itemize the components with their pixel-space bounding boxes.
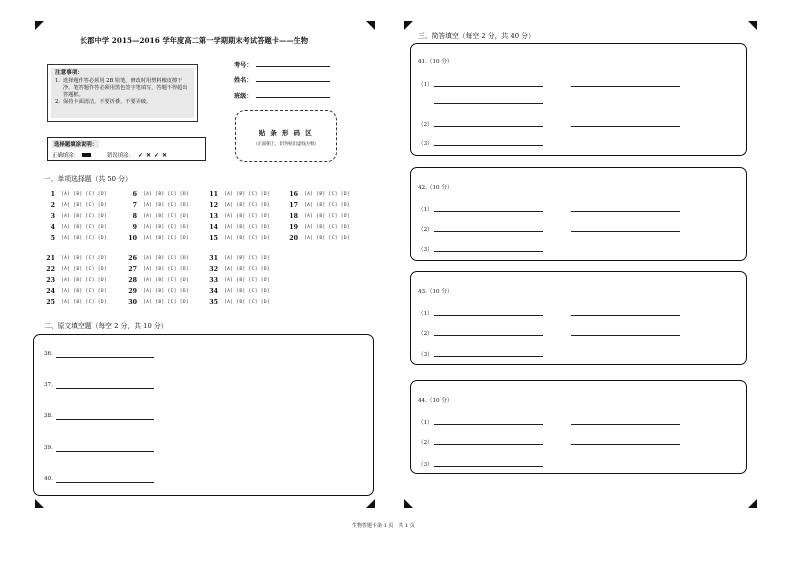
answer-blank-line[interactable]: [434, 356, 543, 357]
sub-question-label: （1）: [418, 311, 433, 317]
question-number: 23: [46, 277, 55, 284]
answer-blank-line[interactable]: [571, 126, 680, 127]
question-label: 41.（10 分）: [418, 59, 453, 65]
section1-heading: 一、单项选择题（共 50 分）: [44, 175, 132, 183]
question-number: 25: [46, 299, 55, 306]
notice-item: [55, 78, 190, 99]
fill-instructions-box: [47, 137, 206, 161]
answer-blank-line[interactable]: [434, 86, 543, 87]
sub-question-label: （3）: [418, 352, 433, 358]
question-panel: [410, 271, 747, 365]
answer-blank-line[interactable]: [434, 103, 543, 104]
corner-mark-bottom-right: [748, 499, 757, 508]
sub-question-label: （3）: [418, 462, 433, 468]
section2-heading: 二、原文填空题（每空 2 分，共 10 分）: [44, 322, 168, 330]
answer-options[interactable]: [A] [B] [C] [D]: [224, 278, 270, 283]
sub-question-label: （1）: [418, 420, 433, 426]
question-number: 19: [289, 224, 298, 231]
question-number: 7: [132, 202, 137, 209]
answer-options[interactable]: [A] [B] [C] [D]: [143, 192, 189, 197]
answer-options[interactable]: [A] [B] [C] [D]: [61, 267, 107, 272]
blank-number: 36.: [44, 351, 53, 357]
answer-options[interactable]: [A] [B] [C] [D]: [224, 203, 270, 208]
question-number: 24: [46, 288, 55, 295]
barcode-note: （正面朝上，切勿贴出虚线方框）: [253, 142, 319, 147]
answer-options[interactable]: [A] [B] [C] [D]: [61, 225, 107, 230]
notice-item: [55, 99, 190, 106]
wrong-mark-cross-icon: ✕: [162, 151, 168, 159]
answer-options[interactable]: [A] [B] [C] [D]: [61, 203, 107, 208]
answer-blank-line[interactable]: [434, 251, 543, 252]
question-number: 27: [128, 266, 137, 273]
question-number: 22: [46, 266, 55, 273]
question-number: 29: [128, 288, 137, 295]
notice-item-number: 1.: [55, 78, 60, 84]
sub-question-label: （1）: [418, 82, 433, 88]
question-panel: [410, 167, 747, 261]
answer-blank-line[interactable]: [571, 86, 680, 87]
answer-blank-line[interactable]: [56, 388, 154, 389]
blank-number: 40.: [44, 476, 53, 482]
question-number: 5: [50, 235, 55, 242]
correct-fill-label: 正确填涂：: [52, 153, 79, 159]
question-number: 35: [209, 299, 218, 306]
question-number: 21: [46, 255, 55, 262]
sub-question-label: （3）: [418, 141, 433, 147]
wrong-mark-check-icon: ✓: [137, 151, 143, 159]
answer-options[interactable]: [A] [B] [C] [D]: [61, 300, 107, 305]
answer-blank-line[interactable]: [56, 451, 154, 452]
answer-options[interactable]: [A] [B] [C] [D]: [224, 256, 270, 261]
answer-options[interactable]: [A] [B] [C] [D]: [143, 236, 189, 241]
answer-blank-line[interactable]: [434, 466, 543, 467]
class-field[interactable]: [256, 97, 330, 98]
answer-blank-line[interactable]: [56, 419, 154, 420]
notice-item-text: 选择题作答必须用 2B 铅笔，修改时用塑料橡皮擦干净。笔答题作答必须用黑色签字笔填写，答题不得超出答题框。: [63, 78, 188, 98]
notice-item-number: 2.: [55, 99, 60, 105]
exam-number-label: 考号：: [234, 62, 253, 69]
corner-mark-top-center: [366, 21, 375, 30]
exam-number-field[interactable]: [256, 66, 330, 67]
blank-number: 38.: [44, 413, 53, 419]
page-title: 长郡中学 2015—2016 学年度高二第一学期期末考试答题卡——生物: [80, 36, 309, 45]
page-footer: 生物答题卡第 1 页 共 1 页: [352, 523, 415, 529]
answer-blank-line[interactable]: [571, 211, 680, 212]
answer-options[interactable]: [A] [B] [C] [D]: [143, 300, 189, 305]
answer-blank-line[interactable]: [571, 444, 680, 445]
barcode-title: 贴 条 形 码 区: [258, 129, 314, 137]
question-number: 34: [209, 288, 218, 295]
corner-mark-top-right: [748, 21, 757, 30]
answer-blank-line[interactable]: [434, 424, 543, 425]
answer-options[interactable]: [A] [B] [C] [D]: [224, 214, 270, 219]
answer-blank-line[interactable]: [434, 444, 543, 445]
section3-heading: 三、简答填空（每空 2 分，共 40 分）: [418, 32, 535, 40]
wrong-fill-label: 错误填涂：: [106, 153, 134, 159]
answer-options[interactable]: [A] [B] [C] [D]: [224, 267, 270, 272]
question-number: 6: [132, 191, 137, 198]
question-number: 16: [289, 191, 298, 198]
notice-item-text: 保持卡面清洁，不要折叠，不要弄破。: [63, 99, 152, 105]
question-number: 2: [50, 202, 55, 209]
answer-blank-line[interactable]: [434, 231, 543, 232]
question-number: 30: [128, 299, 137, 306]
question-number: 11: [209, 191, 218, 198]
answer-blank-line[interactable]: [56, 357, 154, 358]
answer-options[interactable]: [A] [B] [C] [D]: [143, 203, 189, 208]
answer-blank-line[interactable]: [56, 482, 154, 483]
answer-options[interactable]: [A] [B] [C] [D]: [61, 256, 107, 261]
answer-blank-line[interactable]: [571, 315, 680, 316]
question-number: 15: [209, 235, 218, 242]
name-label: 姓名：: [234, 77, 253, 84]
question-panel: [410, 43, 747, 156]
answer-blank-line[interactable]: [434, 315, 543, 316]
blank-number: 37.: [44, 382, 53, 388]
answer-options[interactable]: [A] [B] [C] [D]: [61, 192, 107, 197]
class-label: 班级：: [234, 93, 253, 100]
answer-options[interactable]: [A] [B] [C] [D]: [224, 300, 270, 305]
answer-blank-line[interactable]: [571, 335, 680, 336]
corner-mark-top-center-right: [404, 21, 413, 30]
answer-options[interactable]: [A] [B] [C] [D]: [61, 214, 107, 219]
question-number: 31: [209, 255, 218, 262]
wrong-mark-cross-icon: ✕: [145, 151, 151, 159]
question-panel: [410, 380, 747, 474]
question-number: 32: [209, 266, 218, 273]
blank-number: 39.: [44, 445, 53, 451]
answer-options[interactable]: [A] [B] [C] [D]: [61, 236, 107, 241]
answer-options[interactable]: [A] [B] [C] [D]: [304, 192, 350, 197]
answer-blank-line[interactable]: [434, 145, 543, 146]
sub-question-label: （2）: [418, 331, 433, 337]
correct-fill-mark: [82, 153, 91, 157]
barcode-area: [235, 110, 337, 162]
answer-blank-line[interactable]: [434, 211, 543, 212]
answer-options[interactable]: [A] [B] [C] [D]: [224, 289, 270, 294]
answer-blank-line[interactable]: [571, 424, 680, 425]
sub-question-label: （2）: [418, 440, 433, 446]
question-number: 20: [289, 235, 298, 242]
answer-options[interactable]: [A] [B] [C] [D]: [304, 203, 350, 208]
question-number: 12: [209, 202, 218, 209]
question-number: 17: [289, 202, 298, 209]
name-field[interactable]: [256, 81, 330, 82]
question-number: 33: [209, 277, 218, 284]
notice-title: 注意事项：: [55, 70, 83, 76]
answer-options[interactable]: [A] [B] [C] [D]: [143, 278, 189, 283]
question-number: 3: [50, 213, 55, 220]
corner-mark-bottom-left: [35, 499, 44, 508]
question-number: 18: [289, 213, 298, 220]
question-label: 44.（10 分）: [418, 398, 453, 404]
answer-options[interactable]: [A] [B] [C] [D]: [304, 236, 350, 241]
answer-options[interactable]: [A] [B] [C] [D]: [143, 267, 189, 272]
answer-options[interactable]: [A] [B] [C] [D]: [224, 236, 270, 241]
answer-blank-line[interactable]: [434, 335, 543, 336]
sub-question-label: （2）: [418, 227, 433, 233]
sub-question-label: （1）: [418, 207, 433, 213]
question-number: 13: [209, 213, 218, 220]
answer-options[interactable]: [A] [B] [C] [D]: [224, 225, 270, 230]
answer-options[interactable]: [A] [B] [C] [D]: [61, 289, 107, 294]
answer-options[interactable]: [A] [B] [C] [D]: [304, 225, 350, 230]
wrong-mark-check-icon: ✓: [154, 151, 160, 159]
question-number: 26: [128, 255, 137, 262]
question-number: 4: [50, 224, 55, 231]
fill-instructions-title: 选择题填涂说明：: [54, 142, 98, 148]
answer-options[interactable]: [A] [B] [C] [D]: [143, 214, 189, 219]
wrong-fill-marks: [138, 152, 167, 159]
answer-blank-line[interactable]: [434, 126, 543, 127]
section2-answer-panel: [33, 334, 374, 496]
answer-blank-line[interactable]: [571, 231, 680, 232]
question-number: 14: [209, 224, 218, 231]
answer-options[interactable]: [A] [B] [C] [D]: [224, 192, 270, 197]
question-number: 8: [132, 213, 137, 220]
answer-options[interactable]: [A] [B] [C] [D]: [143, 225, 189, 230]
corner-mark-bottom-center: [366, 499, 375, 508]
answer-options[interactable]: [A] [B] [C] [D]: [143, 289, 189, 294]
answer-options[interactable]: [A] [B] [C] [D]: [61, 278, 107, 283]
question-label: 43.（10 分）: [418, 289, 453, 295]
sub-question-label: （2）: [418, 122, 433, 128]
question-number: 1: [50, 191, 55, 198]
answer-options[interactable]: [A] [B] [C] [D]: [304, 214, 350, 219]
question-number: 10: [128, 235, 137, 242]
sub-question-label: （3）: [418, 247, 433, 253]
question-label: 42.（10 分）: [418, 185, 453, 191]
corner-mark-bottom-center-right: [404, 499, 413, 508]
notice-box: [47, 64, 198, 122]
question-number: 28: [128, 277, 137, 284]
answer-options[interactable]: [A] [B] [C] [D]: [143, 256, 189, 261]
question-number: 9: [132, 224, 137, 231]
corner-mark-top-left: [35, 21, 44, 30]
